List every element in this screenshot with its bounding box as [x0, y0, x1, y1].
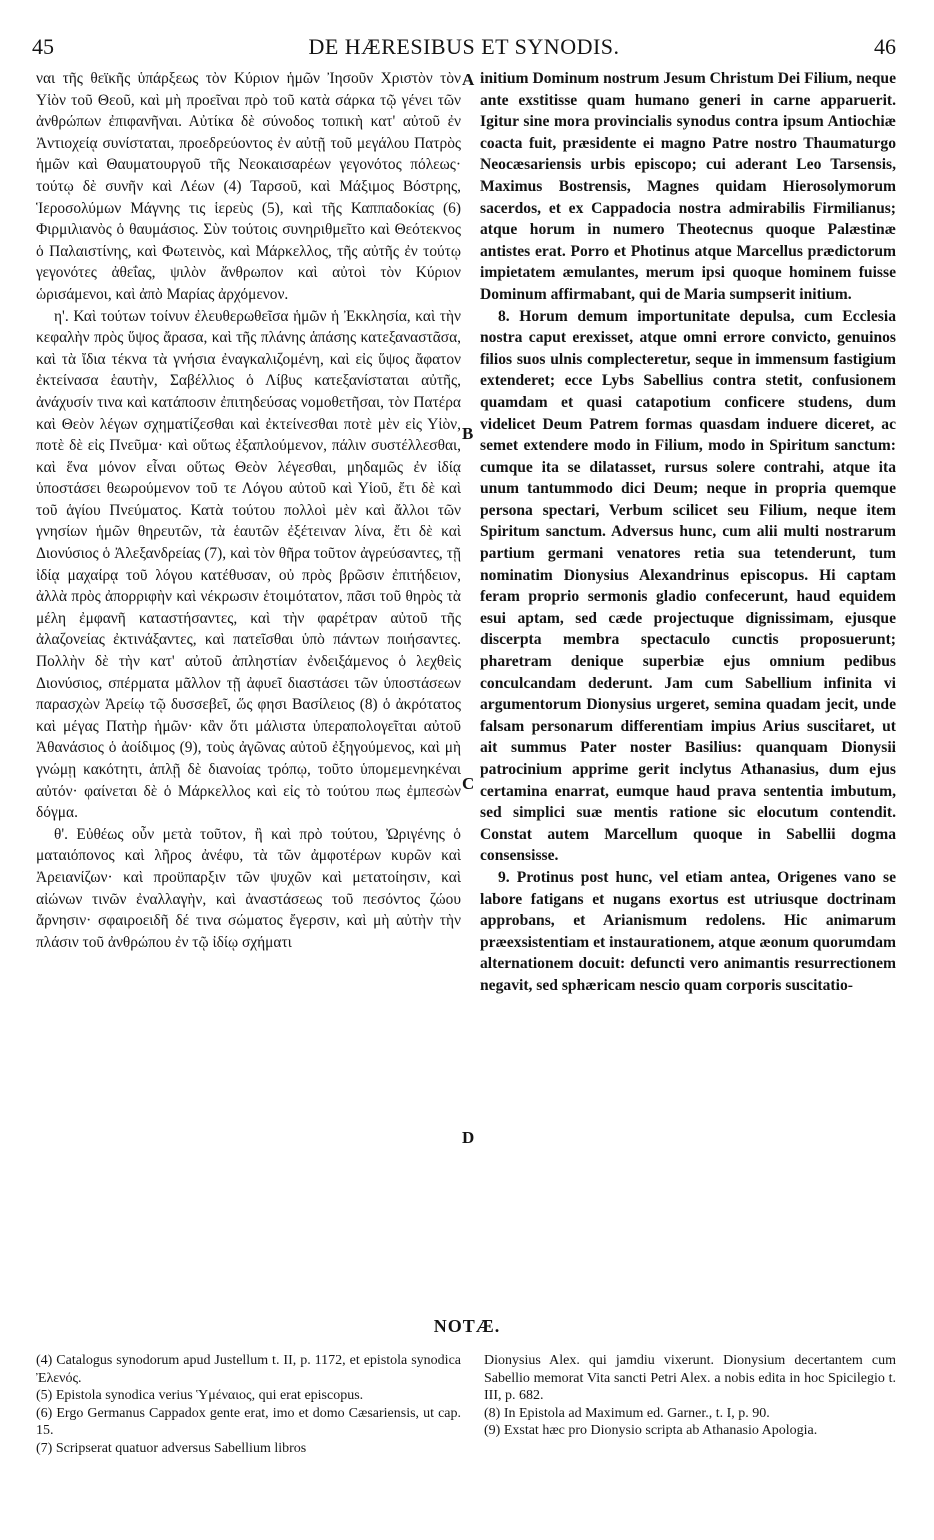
note-7-continued: Dionysius Alex. qui jamdiu vixerunt. Dionysium decertantem cum Sabellio memorat Vita sancti Petri Alex. a nobis edita in hoc Spicilegio t. III, p. 682.	[484, 1353, 896, 1404]
greek-column	[36, 68, 461, 953]
latin-paragraph-9: 9. Protinus post hunc, vel etiam antea, Origenes vano se labore fatigans et nugans exortus est utriusque doctrinam approbans, et Arianismum redolens. Hic animarum præexsistentiam et instaurationem, atque æonum quorumdam alternationem docuit: defuncti vero animantis resurrectionem negavit, sed sphæricam nescio quam corporis suscitatio-	[480, 868, 896, 994]
note-6: (6) Ergo Germanus Cappadox gente erat, imo et domo Cæsariensis, ut cap. 15.	[36, 1405, 461, 1439]
section-marker-a: A	[462, 70, 475, 89]
page-number-left: 45	[32, 34, 54, 59]
latin-paragraph-8: 8. Horum demum importunitate depulsa, cum Ecclesia nostra caput erexisset, atque omni errore convicto, genuinos filios suos ulnis complecteretur, seque in immensum fastigium extenderet; ecce Lybs Sabellius contra stetit, confusionem quamdam et quasi catapotium conficere studens, dum videlicet Deum Patrem formas quasdam induere diceret, ac semet extendere modo in Filium, modo in Spiritum sanctum: cumque ita se dilatasset, rursus solere contrahi, atque ita unum tantummodo dici Deum; neque in propria quemque persona spectari, Verbum scilicet seu Filium, neque item Spiritum sanctum. Adversus hunc, cum alii multi nostrarum partium germani venatores retia sua tetenderunt, tum nominatim Dionysius Alexandrinus episcopus. Hi captam feram proprio sermonis gladio confecerunt, haud equidem esui aptam, sed cæde projectuque dignissimam, ejusque discerpta membra spectaculo cunctis proposuerunt; pharetram denique superbiæ ejus omnium pedibus conculcandam dederunt. Jam cum Sabellium infinita vi argumentorum Dionysius urgeret, semina quadam jecit, unde falsam personarum differentiam impius Arius susciṫaret, ut ait summus Pater noster Basilius: quanquam Dionysii patrocinium apprime gerit inclytus Athanasius, dum ejus certamina enarrat, eumque haud prava sententia imbutum, sed simplici suæ mentis ratione sic elocutum contendit. Constat autem Marcellum quoque in Sabellii dogma consensisse.	[480, 307, 896, 865]
notes-right-column	[484, 1352, 896, 1440]
greek-paragraph-1: ναι τῆς θεϊκῆς ὑπάρξεως τὸν Κύριον ἡμῶν Ἰησοῦν Χριστὸν τὸν Υἱὸν τοῦ Θεοῦ, καὶ μὴ προεῖναι πρὸ τοῦ κατὰ σάρκα τῷ γένει τῶν ἀνθρώπων ἐπιφανῆναι. Αὐτίκα δὲ σύνοδος τοπικὴ κατ' αὐτοῦ ἐν Ἀντιοχείᾳ συνίσταται, προεδρεύοντος ἐν αὐτῇ τοῦ μεγάλου Πατρὸς ἡμῶν καὶ Θαυματουργοῦ τῆς Νεοκαισαρέων γεγονότος πόλεως· τούτῳ δὲ συνῆν καὶ Λέων (4) Ταρσοῦ, καὶ Μάξιμος Βόστρης, Ἱεροσολύμων Μάγνης τις ἱερεὺς (5), καὶ τῆς Καππαδοκίας (6) Φιρμιλιανὸς ὁ θαυμάσιος. Σὺν τούτοις συνηριθμεῖτο καὶ Θεότεκνος ὁ Παλαιστίνης, καὶ Φωτεινὸς, καὶ Μάρκελλος, τῆς αὐτῆς ἐν τούτῳ γεγονότες ἀθεΐας, ψιλὸν ἄνθρωπον καὶ αὐτοὶ τὸν Κύριον ὡρισάμενοι, καὶ ἀπὸ Μαρίας ἀρχόμενον.	[36, 70, 461, 303]
note-5: (5) Epistola synodica verius Ὑμέναιος, qui erat episcopus.	[36, 1388, 364, 1404]
page-number-right: 46	[874, 34, 896, 59]
note-8: (8) In Epistola ad Maximum ed. Garner., t. I, p. 90.	[484, 1405, 770, 1421]
note-7: (7) Scripserat quatuor adversus Sabellium libros	[36, 1440, 307, 1456]
running-title: DE HÆRESIBUS ET SYNODIS.	[308, 34, 620, 59]
latin-paragraph-1: initium Dominum nostrum Jesum Christum Dei Filium, neque ante exstitisse quam humano generi in carne apparuerit. Igitur sine mora provincialis synodus contra ipsum Antiochiæ coacta fuit, præsidente ei magno Patre nostro Thaumaturgo Neocæsariensis urbis episcopo; cui aderant Leo Tarsensis, Maximus Bostrensis, Magnes quidam Hierosolymorum sacerdos, et ex Cappadocia nostra admirabilis Firmilianus; atque horum in numero Theotecnus quoque Palæstinæ antistes erat. Porro et Photinus atque Marcellus prædictorum impietatem æmulantes, merum ipsi quoque hominem fuisse Dominum affirmabant, qui de Maria sumpserit initium.	[480, 70, 896, 303]
note-9: (9) Exstat hæc pro Dionysio scripta ab Athanasio Apologia.	[484, 1423, 818, 1439]
section-marker-c: C	[462, 774, 475, 793]
greek-paragraph-8: η'. Καὶ τούτων τοίνυν ἐλευθερωθεῖσα ἡμῶν ἡ Ἐκκλησία, καὶ τὴν κεφαλὴν πρὸς ὕψος ἄρασα, καὶ τῆς πλάνης ἁπάσης κατεξαναστᾶσα, καὶ τὰ ἴδια τέκνα τὰ γνήσια ἐναγκαλιζομένη, καὶ εἰς ὕψος ἄφατον ἐκτείνασα ἑαυτὴν, Σαβέλλιος ὁ Λίβυς κατεξανίσταται αὐτῆς, ἀνάχυσίν τινα καὶ κατάποσιν ἐπιτηδεύσας νομοθετῆσαι, τὸν Πατέρα καὶ Θεὸν λέγων σχηματίζεσθαι καὶ ἐκτείνεσθαι ποτὲ μὲν εἰς Υἱὸν, ποτὲ δὲ εἰς Πνεῦμα· καὶ οὕτως ἐξαπλούμενον, πάλιν συστέλλεσθαι, καὶ ἕνα μόνον εἶναι οὕτως Θεὸν λέγεσθαι, μηδαμῶς ἐν ἰδίᾳ ὑποστάσει θεωρούμενον τοῦ τε Λόγου αὐτοῦ καὶ Υἱοῦ, ἔτι δὲ καὶ τοῦ ἁγίου Πνεύματος. Κατὰ τούτου πολλοὶ μὲν καὶ ἄλλοι τῶν γνησίων ἡμῶν θηρευτῶν, τὰ ἑαυτῶν ἐξέτειναν λίνα, ἔτι δὲ καὶ Διονύσιος ὁ Ἀλεξανδρείας (7), καὶ τὸν θῆρα τοῦτον ἀγρεύσαντες, τῇ ἰδίᾳ μαχαίρᾳ τοῦ λόγου κατέθυσαν, οὐ πρὸς βρῶσιν ἐπιτήδειον, ἀλλὰ πρὸς ἀπορριφὴν καὶ νέκρωσιν ἑτοιμότατον, πᾶσι τοῦ θηρὸς τὰ μέλη ἐμφανῆ καταστήσαντες, καὶ τὴν φαρέτραν αὐτοῦ τῆς ἀλαζονείας ἐκτινάξαντες, καὶ πατεῖσθαι ὑπὸ πάντων ποιήσαντες. Πολλὴν δὲ τὴν κατ' αὐτοῦ ἀπληστίαν ἐνδειξάμενος ὁ λεχθεὶς Διονύσιος, σπέρματα μᾶλλον τῇ ἀφυεῖ διαστάσει τῶν ὑποστάσεων παρασχὼν Ἀρείῳ τῷ δυσσεβεῖ, ὥς φησι Βασίλειος (8) ὁ ἀκρότατος καὶ μέγας Πατὴρ ἡμῶν· κἂν ὅτι μάλιστα ὑπεραπολογεῖται αὐτοῦ Ἀθανάσιος ὁ ἀοίδιμος (9), τοὺς ἀγῶνας αὐτοῦ ἐξηγούμενος, καὶ μὴ γνώμῃ κακότητι, ἁπλῇ δὲ διανοίας τρόπῳ, τοῦτο ὑπομεμενηκέναι αὐτόν· φαίνεται δὲ ὁ Μάρκελλος καὶ εἰς τὸ τούτου πως ἐμπεσὼν δόγμα.	[36, 307, 461, 822]
notes-heading: NOTÆ.	[433, 1316, 501, 1336]
section-marker-d: D	[462, 1128, 475, 1147]
section-marker-b: B	[462, 424, 474, 443]
note-4: (4) Catalogus synodorum apud Justellum t. II, p. 1172, et epistola synodica Ἐλενός.	[36, 1353, 461, 1386]
notes-left-column	[36, 1352, 461, 1458]
greek-paragraph-9: θ'. Εὐθέως οὖν μετὰ τοῦτον, ἢ καὶ πρὸ τούτου, Ὠριγένης ὁ ματαιόπονος καὶ λῆρος ἀνέφυ, τὰ τῶν ἀμφοτέρων κυρῶν καὶ Ἀρειανίζων· καὶ προϋπαρξιν τῶν ψυχῶν καὶ μετατοίησιν, καὶ αἰώνων τινῶν ἐναλλαγὴν, καὶ ἀναστάσεως τοῦ πεσόντος ζώου ἄρνησιν· σφαιροειδῆ δέ τινα σώματος ἔγερσιν, καὶ μὴ αὐτὴν τὴν πλάσιν τοῦ ἀνθρώπου ἐν τῷ ἰδίῳ σχήματι	[36, 825, 461, 951]
page-header	[32, 28, 896, 68]
latin-column	[480, 68, 896, 997]
